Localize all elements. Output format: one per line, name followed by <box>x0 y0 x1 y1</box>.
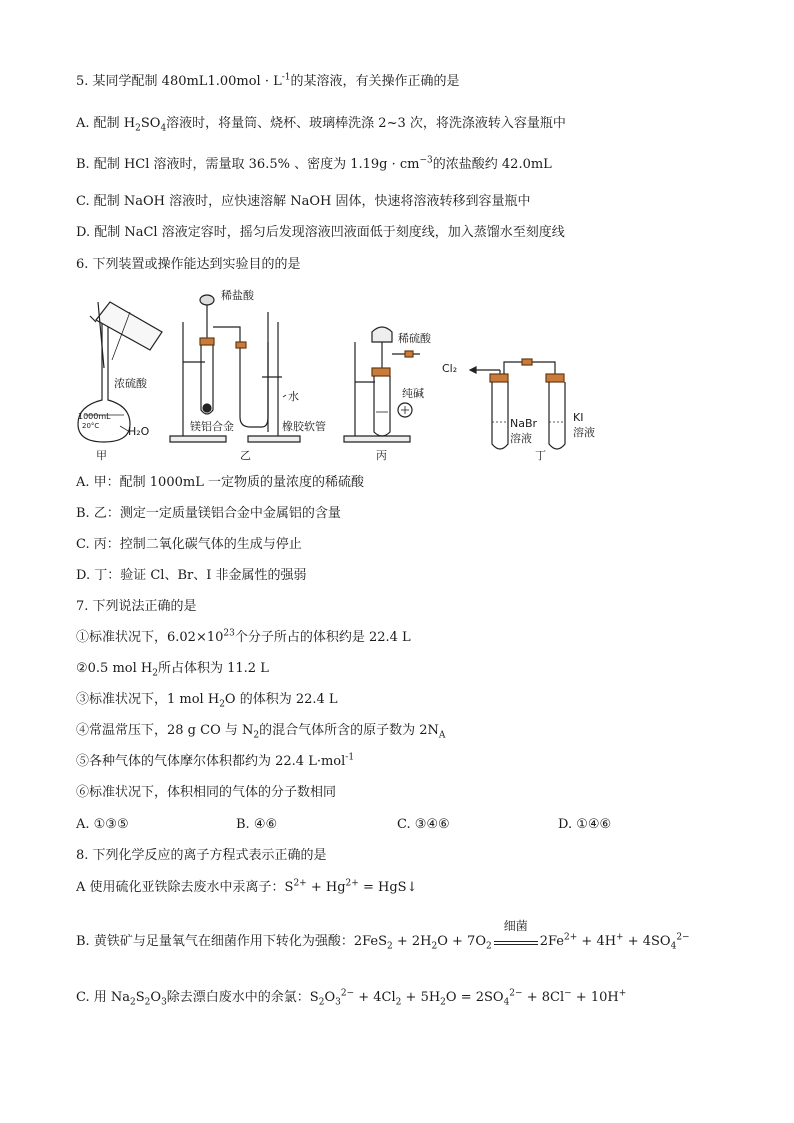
apparatus-jia <box>78 302 162 442</box>
label-nabr: NaBr <box>510 417 538 430</box>
q6-stem: 6. 下列装置或操作能达到实验目的的是 <box>76 257 301 272</box>
q6-option-c: C. 丙：控制二氧化碳气体的生成与停止 <box>76 537 302 552</box>
label-dilute-sulfuric: 稀硫酸 <box>398 332 431 345</box>
caption-yi: 乙 <box>240 449 251 462</box>
caption-jia: 甲 <box>96 449 107 462</box>
q7-stem: 7. 下列说法正确的是 <box>76 599 197 614</box>
q5-stem: 5. 某同学配制 $480mL1.00mol \cdot L^{-1}$的某溶液，有关操作正确的是 <box>76 72 460 89</box>
q7-statement-4: ④常温常压下，28 g CO 与 $N_2$的混合气体所含的原子数为 $2N_A$ <box>76 723 446 741</box>
q7-choice-c: C. ③④⑥ <box>397 817 450 832</box>
q5-option-b: B. 配制 HCl 溶液时，需量取 36.5% 、密度为 $1.19g \cdot cm^{-3}$的浓盐酸约 42.0mL <box>76 155 552 172</box>
q5-option-d: D. 配制 NaCl 溶液定容时，摇匀后发现溶液凹液面低于刻度线，加入蒸馏水至刻度线 <box>76 225 565 240</box>
q8-option-b: B. 黄铁矿与足量氧气在细菌作用下转化为强酸：$2FeS_2 + 2H_2O + 7O_2$ 细菌 $2Fe^{2+} + 4H^+ + 4SO_4^{2-}$ <box>76 919 690 952</box>
q6-option-a: A. 甲：配制 1000mL 一定物质的量浓度的稀硫酸 <box>76 475 364 490</box>
caption-ding: 丁 <box>535 449 546 462</box>
q6-option-b: B. 乙：测定一定质量镁铝合金中金属铝的含量 <box>76 506 341 521</box>
q7-statement-6: ⑥标准状况下，体积相同的气体的分子数相同 <box>76 785 337 800</box>
q7-choice-b: B. ④⑥ <box>236 817 278 832</box>
q7-choice-d: D. ①④⑥ <box>558 817 612 832</box>
label-flask-temp: 20°C <box>82 422 100 430</box>
q8-stem: 8. 下列化学反应的离子方程式表示正确的是 <box>76 848 327 863</box>
condition-arrow: 细菌 <box>494 932 538 945</box>
q8-option-c: C. 用 $Na_2S_2O_3$除去漂白废水中的余氯：$S_2O_3^{2-} + 4Cl_2 + 5H_2O = 2SO_4^{2-} + 8Cl^- + 10H^+$ <box>76 988 627 1008</box>
label-soda: 纯碱 <box>402 387 424 400</box>
label-dilute-hcl: 稀盐酸 <box>221 289 254 302</box>
label-nabr-solution: 溶液 <box>510 432 532 445</box>
q7-statement-1: ①标准状况下，$6.02\times 10^{23}$个分子所占的体积约是 22.4 L <box>76 628 411 645</box>
label-water-jia: H₂O <box>128 425 150 438</box>
label-conc-sulfuric: 浓硫酸 <box>114 377 147 390</box>
label-water-yi: 水 <box>288 390 299 403</box>
label-ki-solution: 溶液 <box>573 426 595 439</box>
q7-statement-5: ⑤各种气体的气体摩尔体积都约为 22.4 L·mol$^{-1}$ <box>76 752 355 769</box>
q6-option-d: D. 丁：验证 Cl、Br、I 非金属性的强弱 <box>76 568 307 583</box>
label-chlorine: Cl₂ <box>442 362 458 375</box>
label-rubber-tube: 橡胶软管 <box>282 420 326 433</box>
label-mg-al-alloy: 镁铝合金 <box>190 420 234 433</box>
q5-option-c: C. 配制 NaOH 溶液时，应快速溶解 NaOH 固体，快速将溶液转移到容量瓶中 <box>76 194 531 209</box>
q8-option-a: A 使用硫化亚铁除去废水中汞离子：$S^{2+} + Hg^{2+}$ = HgS↓ <box>76 878 418 895</box>
label-ki: KI <box>573 411 584 424</box>
label-flask-volume: 1000mL <box>78 412 111 421</box>
caption-bing: 丙 <box>376 449 387 462</box>
q7-statement-3: ③标准状况下，1 mol $H_2O$ 的体积为 22.4 L <box>76 692 338 710</box>
q5-option-a: A. 配制 $H_2SO_4$溶液时，将量筒、烧杯、玻璃棒洗涤 2~3 次，将洗涤液转入容量瓶中 <box>76 116 566 134</box>
q7-statement-2: ②0.5 mol $H_2$所占体积为 11.2 L <box>76 661 269 679</box>
q6-apparatus-figure <box>0 282 794 462</box>
q7-choice-a: A. ①③⑤ <box>76 817 129 832</box>
